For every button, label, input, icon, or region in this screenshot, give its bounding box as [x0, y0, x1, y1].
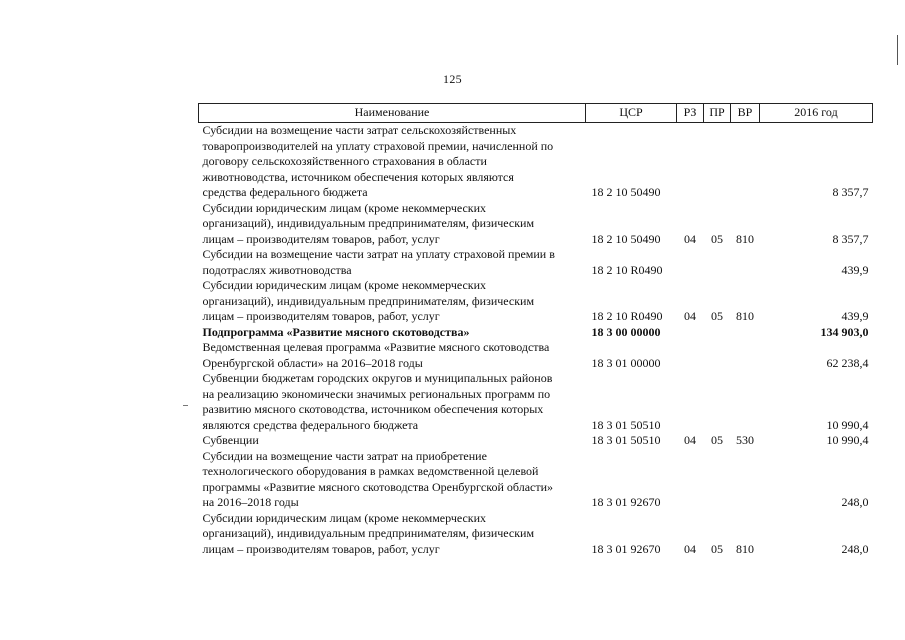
header-pr: ПР: [704, 104, 731, 123]
row-name-line: Субвенции: [202, 433, 259, 447]
row-name-line: лицам – производителям товаров, работ, услуг: [202, 309, 440, 323]
row-sum: 439,9: [841, 309, 869, 323]
row-name-line: развитию мясного скотоводства, источником обеспечения которых: [202, 402, 544, 416]
row-rz: [677, 449, 704, 511]
row-rz: 04: [684, 541, 696, 556]
page-number: 125: [443, 72, 462, 86]
row-pr: [704, 371, 731, 433]
row-rz: [677, 123, 704, 201]
row-name-line: технологического оборудования в рамках ведомственной целевой: [202, 464, 539, 478]
row-sum: 248,0: [841, 495, 869, 509]
row-csr: 18 3 00 00000: [591, 324, 661, 339]
table-row: [199, 371, 873, 433]
row-name-line: животноводства, источником обеспечения которых являются: [202, 169, 514, 184]
row-name-line: подотраслях животноводства: [202, 262, 352, 277]
row-name: [199, 433, 586, 449]
row-vr: 530: [736, 433, 754, 447]
row-pr: [704, 123, 731, 201]
row-vr: [731, 123, 760, 201]
row-pr: 05: [711, 231, 723, 246]
row-pr: 05: [711, 541, 723, 556]
row-name: [199, 325, 586, 341]
row-csr: 18 3 01 92670: [591, 495, 661, 509]
table-row: [199, 433, 873, 449]
row-name-line: Субсидии на возмещение части затрат на уплату страховой премии в: [202, 247, 555, 261]
table-row: [199, 325, 873, 341]
row-sum: 248,0: [841, 541, 869, 556]
row-csr: 18 2 10 50490: [591, 231, 661, 246]
row-name-line: товаропроизводителей на уплату страховой премии, начисленной по: [202, 138, 554, 153]
row-name-line: Субсидии на возмещение части затрат сельскохозяйственных: [202, 123, 517, 137]
row-rz: 04: [684, 433, 696, 447]
row-name: [199, 123, 586, 201]
row-pr: [704, 247, 731, 278]
row-sum: 8 357,7: [832, 185, 869, 199]
table-row: [199, 247, 873, 278]
row-vr: [731, 371, 760, 433]
row-name-line: договору сельскохозяйственного страхования в области: [202, 154, 487, 168]
row-vr: 810: [736, 541, 754, 556]
row-pr: 05: [711, 309, 723, 323]
row-name-line: Субвенции бюджетам городских округов и муниципальных районов: [202, 371, 553, 385]
row-vr: 810: [736, 231, 754, 246]
header-year: 2016 год: [760, 104, 873, 123]
row-sum: 439,9: [841, 262, 869, 277]
row-name-line: Субсидии юридическим лицам (кроме некоммерческих: [202, 200, 487, 215]
margin-tick: [183, 405, 188, 406]
row-pr: 05: [711, 433, 723, 447]
row-vr: [731, 449, 760, 511]
row-name-line: Субсидии юридическим лицам (кроме некоммерческих: [202, 278, 487, 292]
row-sum: 10 990,4: [826, 433, 869, 447]
row-name: [199, 201, 586, 248]
row-name-line: организаций), индивидуальным предпринимателям, физическим: [202, 293, 535, 308]
row-name: [199, 340, 586, 371]
table-body: [199, 123, 873, 558]
row-sum: 62 238,4: [826, 355, 869, 370]
row-sum: 10 990,4: [826, 417, 869, 432]
row-name: [199, 449, 586, 511]
row-sum: 8 357,7: [832, 231, 869, 246]
row-name-line: Ведомственная целевая программа «Развитие мясного скотоводства: [202, 340, 550, 354]
row-rz: [677, 371, 704, 433]
table-header: [199, 104, 873, 123]
header-rz: РЗ: [677, 104, 704, 123]
row-rz: [677, 340, 704, 371]
row-name-line: организаций), индивидуальным предпринимателям, физическим: [202, 526, 535, 540]
row-name: [199, 511, 586, 558]
row-csr: 18 2 10 50490: [591, 185, 661, 199]
row-csr: 18 3 01 50510: [591, 417, 661, 432]
row-vr: [731, 340, 760, 371]
row-csr: 18 2 10 R0490: [591, 262, 663, 277]
row-name: [199, 247, 586, 278]
row-name-line: на 2016–2018 годы: [202, 495, 299, 509]
row-name-line: Подпрограмма «Развитие мясного скотоводства»: [202, 324, 470, 339]
row-csr: 18 3 01 00000: [591, 355, 661, 370]
header-vr: ВР: [731, 104, 760, 123]
row-name-line: организаций), индивидуальным предпринимателям, физическим: [202, 216, 535, 230]
row-vr: 810: [736, 309, 754, 323]
row-name-line: на реализацию экономически значимых региональных программ по: [202, 386, 551, 401]
table-row: [199, 201, 873, 248]
row-rz: 04: [684, 309, 696, 323]
row-name-line: Субсидии на возмещение части затрат на приобретение: [202, 448, 487, 463]
row-name-line: Субсидии юридическим лицам (кроме некоммерческих: [202, 510, 487, 525]
header-csr: ЦСР: [586, 104, 677, 123]
table-row: [199, 511, 873, 558]
row-vr: [731, 325, 760, 341]
row-csr: 18 3 01 50510: [591, 433, 661, 447]
row-name-line: средства федерального бюджета: [202, 185, 368, 199]
row-name: [199, 371, 586, 433]
header-name: Наименование: [199, 104, 586, 123]
row-rz: [677, 325, 704, 341]
table-row: [199, 340, 873, 371]
row-name: [199, 278, 586, 325]
table-row: [199, 123, 873, 201]
margin-mark: [897, 35, 898, 65]
row-name-line: Оренбургской области» на 2016–2018 годы: [202, 355, 423, 370]
row-name-line: лицам – производителям товаров, работ, услуг: [202, 541, 440, 556]
table-row: [199, 449, 873, 511]
row-csr: 18 2 10 R0490: [591, 309, 663, 323]
row-pr: [704, 340, 731, 371]
row-name-line: программы «Развитие мясного скотоводства Оренбургской области»: [202, 479, 554, 494]
header-row: [199, 104, 873, 123]
row-sum: 134 903,0: [820, 324, 869, 339]
row-rz: 04: [684, 231, 696, 246]
row-pr: [704, 449, 731, 511]
row-name-line: лицам – производителям товаров, работ, услуг: [202, 231, 440, 246]
budget-table: [198, 103, 873, 557]
row-csr: 18 3 01 92670: [591, 541, 661, 556]
row-vr: [731, 247, 760, 278]
table-row: [199, 278, 873, 325]
row-pr: [704, 325, 731, 341]
row-rz: [677, 247, 704, 278]
row-name-line: являются средства федерального бюджета: [202, 417, 419, 432]
